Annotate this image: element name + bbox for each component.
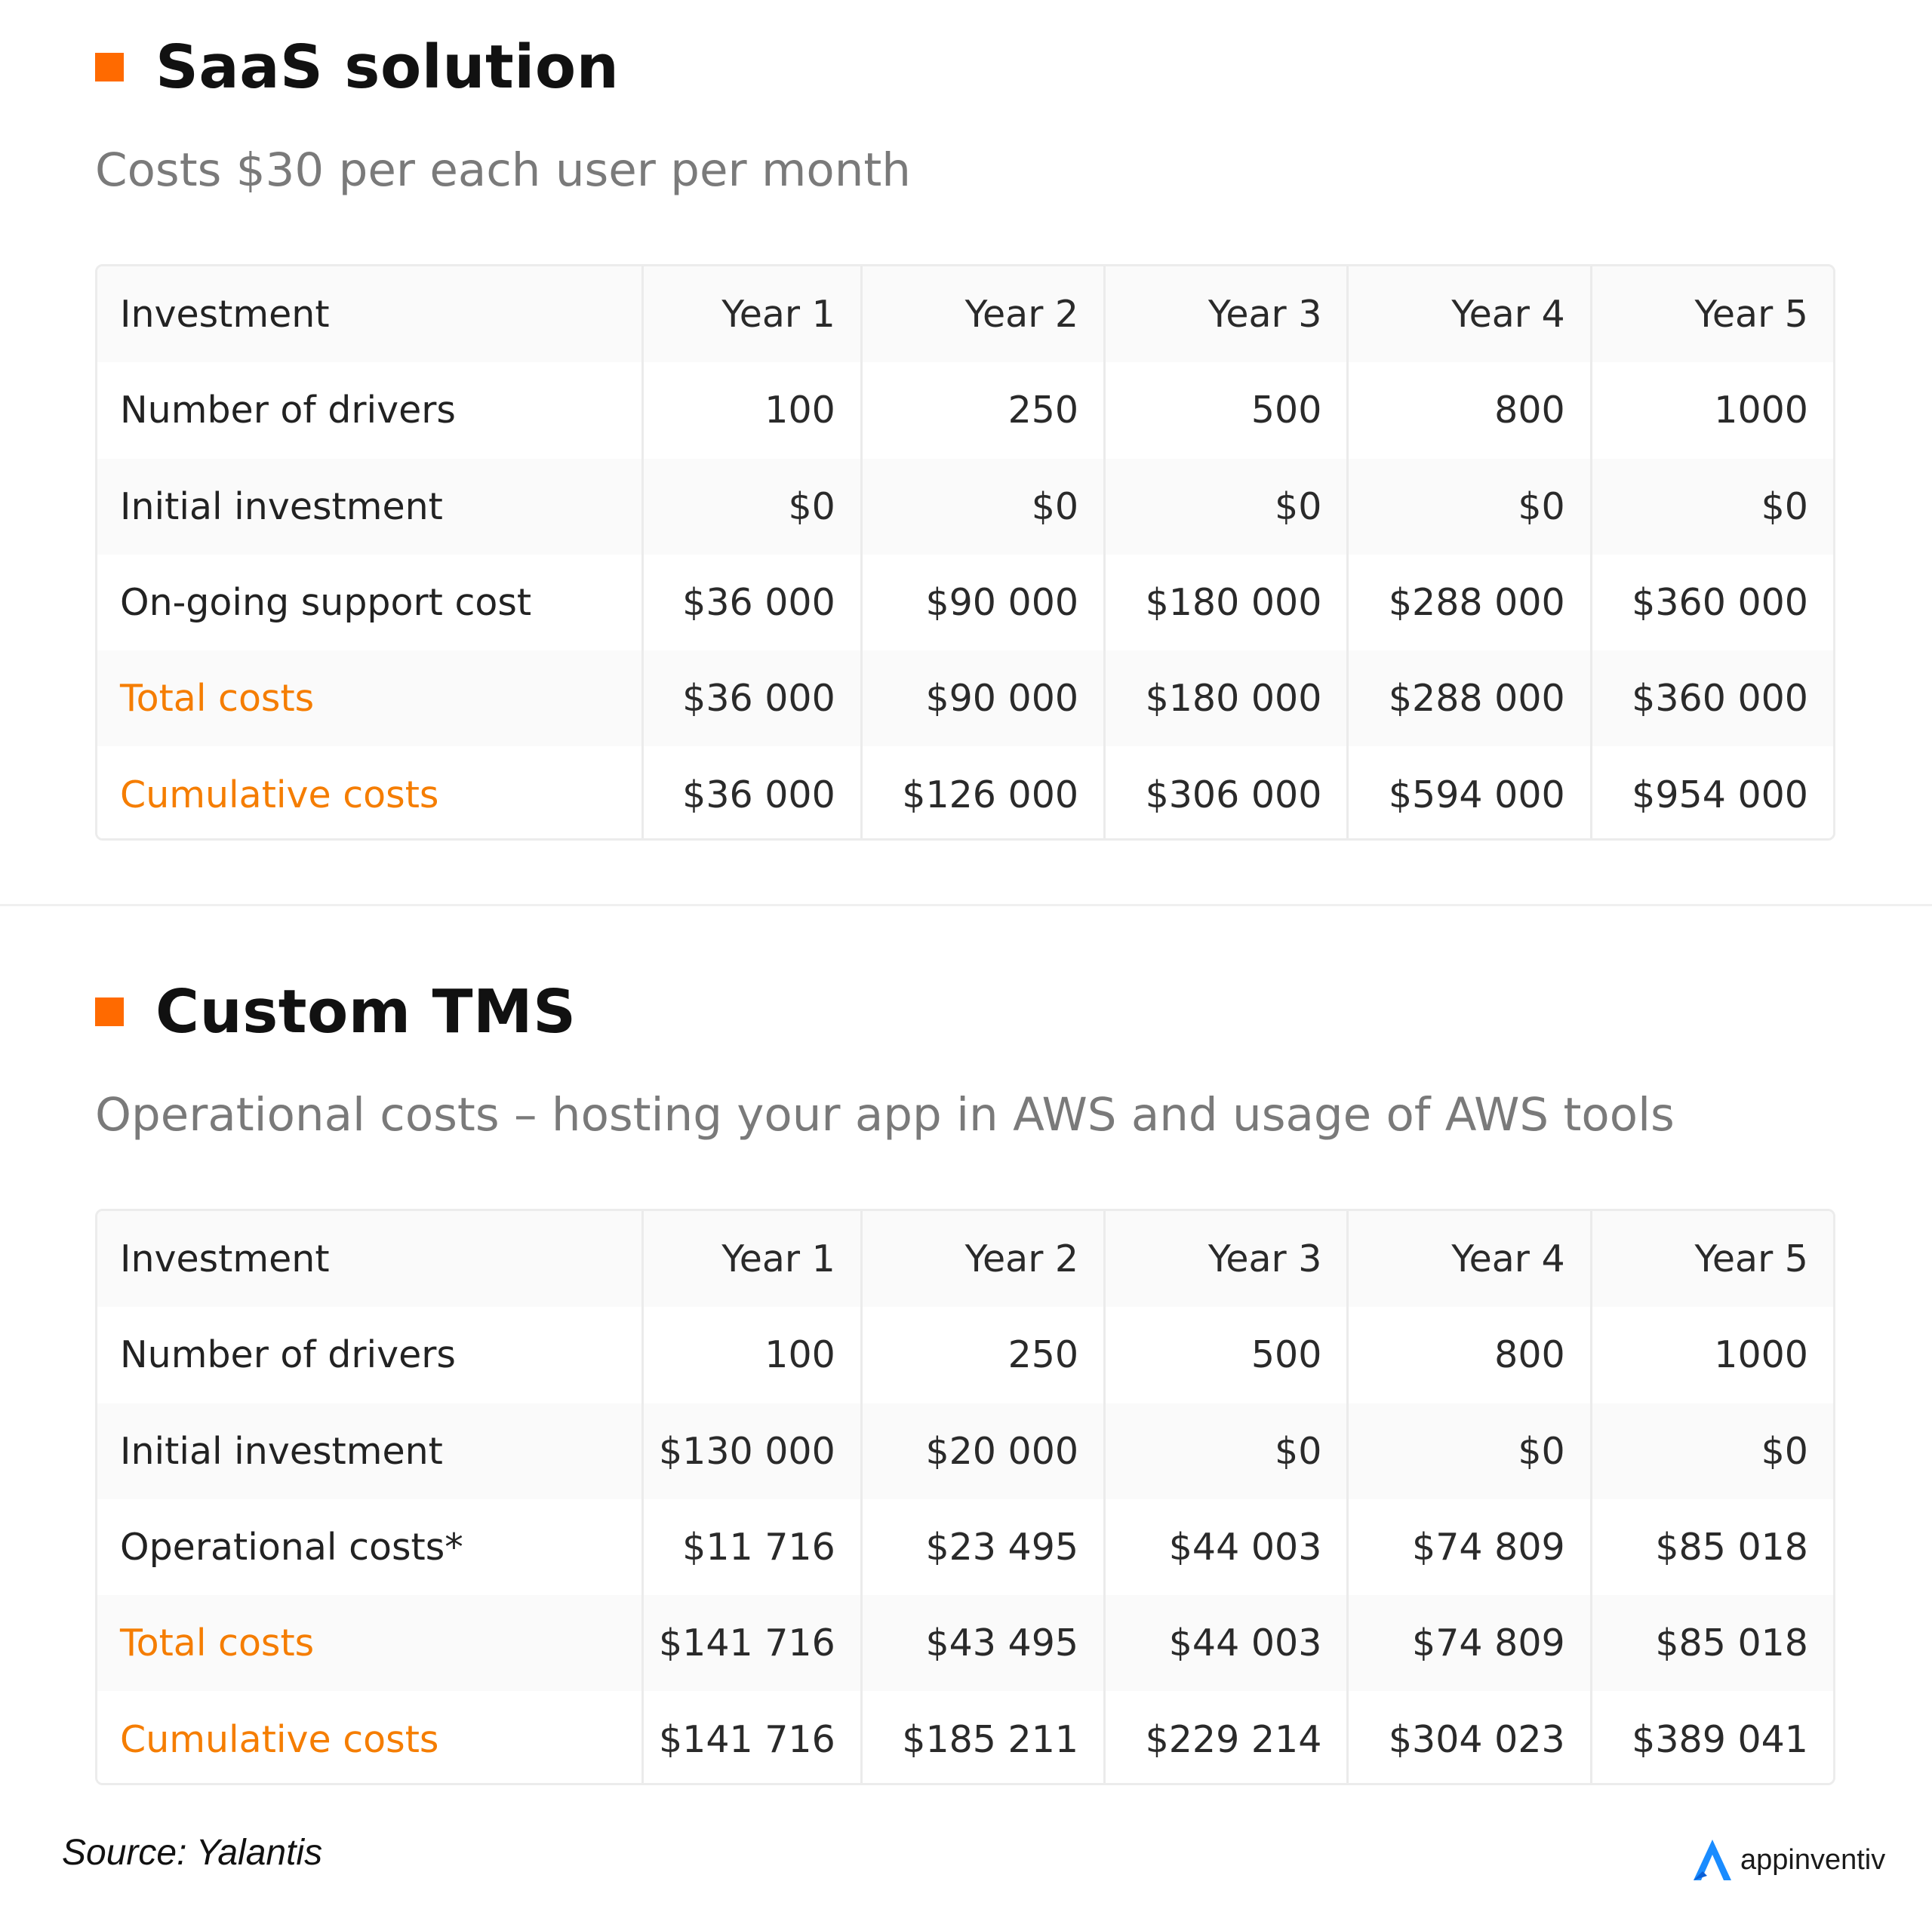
section-divider (0, 904, 1932, 906)
header-cell: Year 1 (641, 266, 860, 362)
row-label: Initial investment (120, 1429, 443, 1473)
table-cell: $0 (1103, 459, 1346, 555)
brand-name: appinventiv (1740, 1843, 1886, 1876)
table-cell: $288 000 (1346, 555, 1589, 650)
row-label: Number of drivers (120, 389, 456, 432)
table-cell: $0 (1590, 459, 1833, 555)
table-row (97, 555, 1833, 650)
table-cell: $44 003 (1103, 1499, 1346, 1595)
row-label: Operational costs* (120, 1526, 463, 1569)
table-cell: $360 000 (1590, 650, 1833, 746)
table-cell: $126 000 (860, 746, 1103, 841)
table-cell: $36 000 (641, 650, 860, 746)
table-cell: $141 716 (641, 1595, 860, 1691)
cost-table (95, 1209, 1835, 1785)
table-cell: $0 (641, 459, 860, 555)
row-label-highlight: Cumulative costs (120, 773, 439, 816)
orange-square-bullet-icon (95, 997, 124, 1026)
table-row (97, 362, 1833, 458)
table-header-row (97, 1211, 1833, 1307)
table-cell: 1000 (1590, 1307, 1833, 1403)
header-cell: Investment (120, 1237, 330, 1281)
table-row-total (97, 1595, 1833, 1691)
row-label-highlight: Total costs (120, 677, 315, 721)
table-cell: $288 000 (1346, 650, 1589, 746)
table-row (97, 459, 1833, 555)
table-cell: $389 041 (1590, 1691, 1833, 1785)
table-cell: $304 023 (1346, 1691, 1589, 1785)
header-cell: Year 1 (641, 1211, 860, 1307)
table-cell: $594 000 (1346, 746, 1589, 841)
section-title: Custom TMS (155, 977, 577, 1047)
header-cell: Year 5 (1590, 266, 1833, 362)
header-cell: Year 2 (860, 266, 1103, 362)
row-label-highlight: Total costs (120, 1622, 315, 1665)
table-cell: $229 214 (1103, 1691, 1346, 1785)
source-caption: Source: Yalantis (62, 1833, 323, 1873)
table-cell: $20 000 (860, 1403, 1103, 1499)
table-cell: $306 000 (1103, 746, 1346, 841)
table-cell: $85 018 (1590, 1595, 1833, 1691)
appinventiv-logo-icon (1690, 1837, 1734, 1883)
table-cell: 800 (1346, 362, 1589, 458)
section-heading (95, 978, 577, 1046)
table-cell: 500 (1103, 1307, 1346, 1403)
table-row-cumulative (97, 1691, 1833, 1785)
table-cell: $90 000 (860, 555, 1103, 650)
table-cell: $0 (1590, 1403, 1833, 1499)
table-row (97, 1307, 1833, 1403)
row-label: Number of drivers (120, 1333, 456, 1377)
header-cell: Year 2 (860, 1211, 1103, 1307)
table-cell: $74 809 (1346, 1499, 1589, 1595)
table-cell: 100 (641, 1307, 860, 1403)
table-row (97, 1403, 1833, 1499)
table-cell: $180 000 (1103, 555, 1346, 650)
table-cell: $90 000 (860, 650, 1103, 746)
table-cell: $360 000 (1590, 555, 1833, 650)
table-cell: $0 (1346, 1403, 1589, 1499)
table-cell: $954 000 (1590, 746, 1833, 841)
table-cell: $180 000 (1103, 650, 1346, 746)
orange-square-bullet-icon (95, 53, 124, 81)
header-cell: Year 4 (1346, 1211, 1589, 1307)
section-heading (95, 33, 619, 101)
table-cell: 250 (860, 362, 1103, 458)
table-cell: $0 (860, 459, 1103, 555)
table-cell: $141 716 (641, 1691, 860, 1785)
table-cell: 500 (1103, 362, 1346, 458)
table-cell: $36 000 (641, 746, 860, 841)
table-cell: $185 211 (860, 1691, 1103, 1785)
cost-table (95, 264, 1835, 841)
table-cell: $36 000 (641, 555, 860, 650)
table-cell: 800 (1346, 1307, 1589, 1403)
table-row-total (97, 650, 1833, 746)
table-cell: $43 495 (860, 1595, 1103, 1691)
table-cell: 1000 (1590, 362, 1833, 458)
row-label-highlight: Cumulative costs (120, 1717, 439, 1761)
header-cell: Year 3 (1103, 266, 1346, 362)
table-cell: $85 018 (1590, 1499, 1833, 1595)
section-subtitle: Costs $30 per each user per month (95, 143, 911, 197)
section-title: SaaS solution (155, 32, 620, 102)
table-cell: $11 716 (641, 1499, 860, 1595)
header-cell: Year 5 (1590, 1211, 1833, 1307)
section-subtitle: Operational costs – hosting your app in AWS and usage of AWS tools (95, 1088, 1675, 1142)
table-row-cumulative (97, 746, 1833, 841)
table-cell: $44 003 (1103, 1595, 1346, 1691)
row-label: On-going support cost (120, 581, 532, 625)
table-cell: 100 (641, 362, 860, 458)
table-header-row (97, 266, 1833, 362)
header-cell: Year 4 (1346, 266, 1589, 362)
header-cell: Investment (120, 293, 330, 337)
table-cell: 250 (860, 1307, 1103, 1403)
table-cell: $74 809 (1346, 1595, 1589, 1691)
header-cell: Year 3 (1103, 1211, 1346, 1307)
row-label: Initial investment (120, 484, 443, 528)
table-row (97, 1499, 1833, 1595)
table-cell: $0 (1346, 459, 1589, 555)
table-cell: $0 (1103, 1403, 1346, 1499)
table-cell: $23 495 (860, 1499, 1103, 1595)
brand-logo (1690, 1834, 1885, 1886)
table-cell: $130 000 (641, 1403, 860, 1499)
